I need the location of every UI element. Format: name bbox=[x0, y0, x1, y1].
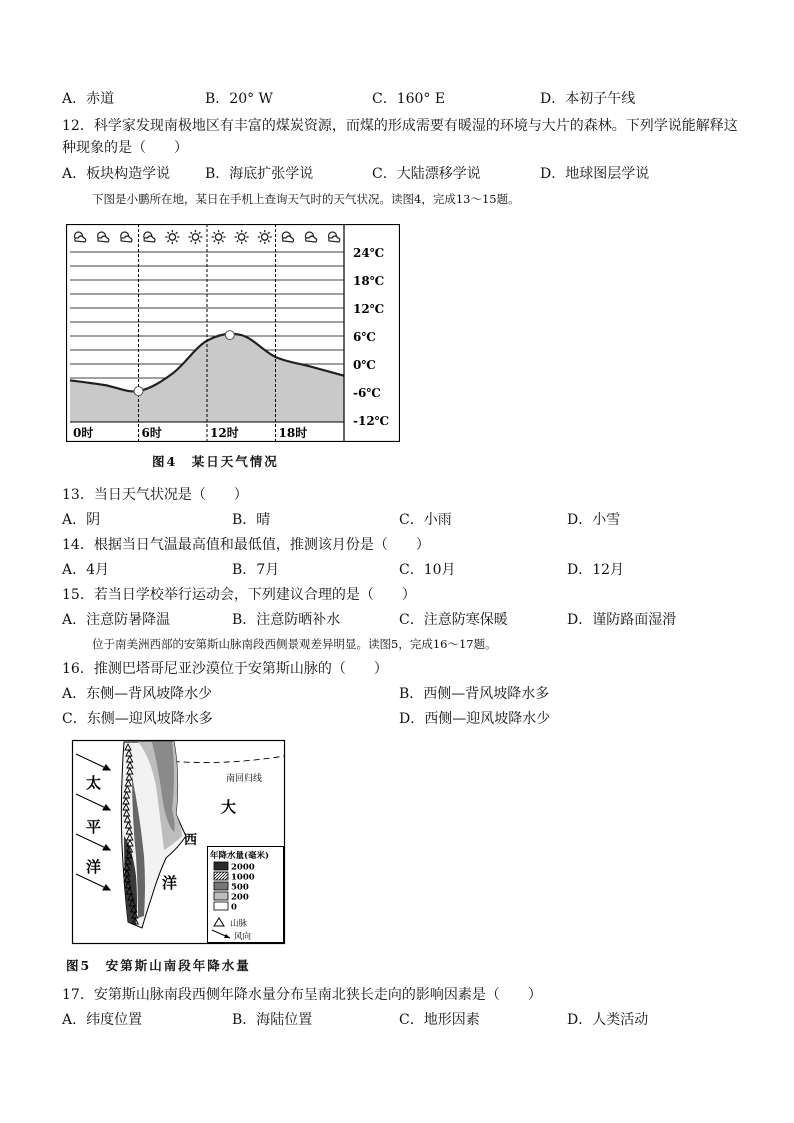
q16-option-a: A．东侧—背风坡降水少 bbox=[62, 686, 213, 702]
q12-option-c: C．大陆漂移学说 bbox=[372, 166, 481, 182]
x-tick-label: 18时 bbox=[278, 426, 308, 440]
q17-option-d: D．人类活动 bbox=[567, 1012, 649, 1028]
y-tick-label: -12℃ bbox=[353, 414, 390, 428]
legend-value: 2000 bbox=[231, 862, 255, 873]
legend-value: 1000 bbox=[231, 872, 255, 883]
q12-stem-line1: 12．科学家发现南极地区有丰富的煤炭资源，而煤的形成需要有暖湿的环境与大片的森林。下列学说能解释这 bbox=[62, 118, 738, 134]
figure-4-weather-chart bbox=[66, 224, 400, 442]
q15-option-d: D．谨防路面湿滑 bbox=[567, 612, 677, 628]
y-tick-label: -6℃ bbox=[353, 386, 381, 400]
x-tick-label: 12时 bbox=[210, 426, 239, 440]
legend-swatch bbox=[214, 892, 228, 900]
legend-value: 200 bbox=[231, 892, 249, 903]
figure-4-caption: 图4 某日天气情况 bbox=[152, 454, 279, 469]
atlantic-char-1: 大 bbox=[221, 798, 237, 816]
pacific-char-1: 太 bbox=[86, 774, 102, 792]
legend-swatch bbox=[214, 882, 228, 890]
q16-option-c: C．东侧—迎风坡降水多 bbox=[62, 711, 213, 727]
q11-option-a: A．赤道 bbox=[62, 91, 115, 107]
q13-option-b: B．晴 bbox=[232, 512, 271, 528]
legend-value: 500 bbox=[231, 882, 249, 893]
legend-value: 0 bbox=[231, 902, 237, 913]
q15-option-c: C．注意防寒保暖 bbox=[399, 612, 508, 628]
q16-option-d: D．西侧—迎风坡降水少 bbox=[399, 711, 551, 727]
q12-stem-line2: 种现象的是（ ） bbox=[62, 140, 188, 156]
q14-stem: 14．根据当日气温最高值和最低值，推测该月份是（ ） bbox=[62, 537, 430, 553]
figure-5-caption: 图5 安第斯山南段年降水量 bbox=[66, 958, 251, 973]
q14-option-c: C．10月 bbox=[399, 562, 456, 578]
q15-option-a: A．注意防暑降温 bbox=[62, 612, 171, 628]
q14-option-a: A．4月 bbox=[62, 562, 110, 578]
q12-option-b: B．海底扩张学说 bbox=[205, 166, 314, 182]
q12-option-d: D．地球图层学说 bbox=[540, 166, 650, 182]
min-temp-point bbox=[134, 387, 143, 396]
y-tick-label: 0℃ bbox=[353, 358, 376, 372]
q13-stem: 13．当日天气状况是（ ） bbox=[62, 487, 248, 503]
x-tick-label: 6时 bbox=[141, 426, 162, 440]
q17-option-a: A．纬度位置 bbox=[62, 1012, 143, 1028]
legend-swatch bbox=[214, 862, 228, 870]
q14-option-d: D．12月 bbox=[567, 562, 625, 578]
tropic-label: 南回归线 bbox=[226, 774, 263, 784]
q17-option-c: C．地形因素 bbox=[399, 1012, 480, 1028]
q14-option-b: B．7月 bbox=[232, 562, 280, 578]
legend-title: 年降水量(毫米) bbox=[210, 851, 270, 861]
pacific-char-3: 洋 bbox=[86, 858, 102, 876]
q17-stem: 17．安第斯山脉南段西侧年降水量分布呈南北狭长走向的影响因素是（ ） bbox=[62, 987, 542, 1003]
q16-option-b: B．西侧—背风坡降水多 bbox=[399, 686, 550, 702]
x-tick-label: 0时 bbox=[73, 426, 94, 440]
q13-option-a: A．阴 bbox=[62, 512, 101, 528]
atlantic-char-2: 西 bbox=[184, 833, 198, 848]
intro-13-15: 下图是小鹏所在地，某日在手机上查询天气时的天气状况。读图4，完成13～15题。 bbox=[92, 192, 520, 206]
q13-option-d: D．小雪 bbox=[567, 512, 621, 528]
y-tick-label: 12℃ bbox=[353, 302, 385, 316]
pacific-char-2: 平 bbox=[86, 818, 102, 836]
q11-option-d: D．本初子午线 bbox=[540, 91, 636, 107]
q11-option-b: B．20° W bbox=[205, 91, 273, 107]
legend-mountain: 山脉 bbox=[230, 919, 248, 929]
q11-option-c: C．160° E bbox=[372, 91, 446, 107]
figure-5-andes-precipitation-map bbox=[66, 736, 288, 946]
legend-swatch bbox=[214, 872, 228, 880]
q12-option-a: A．板块构造学说 bbox=[62, 166, 171, 182]
max-temp-point bbox=[225, 331, 234, 340]
y-tick-label: 18℃ bbox=[353, 274, 385, 288]
y-tick-label: 6℃ bbox=[353, 330, 376, 344]
q15-option-b: B．注意防晒补水 bbox=[232, 612, 341, 628]
q16-stem: 16．推测巴塔哥尼亚沙漠位于安第斯山脉的（ ） bbox=[62, 661, 388, 677]
legend-wind: 风向 bbox=[234, 932, 252, 942]
y-tick-label: 24℃ bbox=[353, 246, 385, 260]
intro-16-17: 位于南美洲西部的安第斯山脉南段西侧景观差异明显。读图5，完成16～17题。 bbox=[92, 637, 497, 651]
atlantic-char-3: 洋 bbox=[162, 874, 178, 892]
q15-stem: 15．若当日学校举行运动会，下列建议合理的是（ ） bbox=[62, 587, 416, 603]
legend-swatch bbox=[214, 902, 228, 910]
q13-option-c: C．小雨 bbox=[399, 512, 452, 528]
q17-option-b: B．海陆位置 bbox=[232, 1012, 313, 1028]
